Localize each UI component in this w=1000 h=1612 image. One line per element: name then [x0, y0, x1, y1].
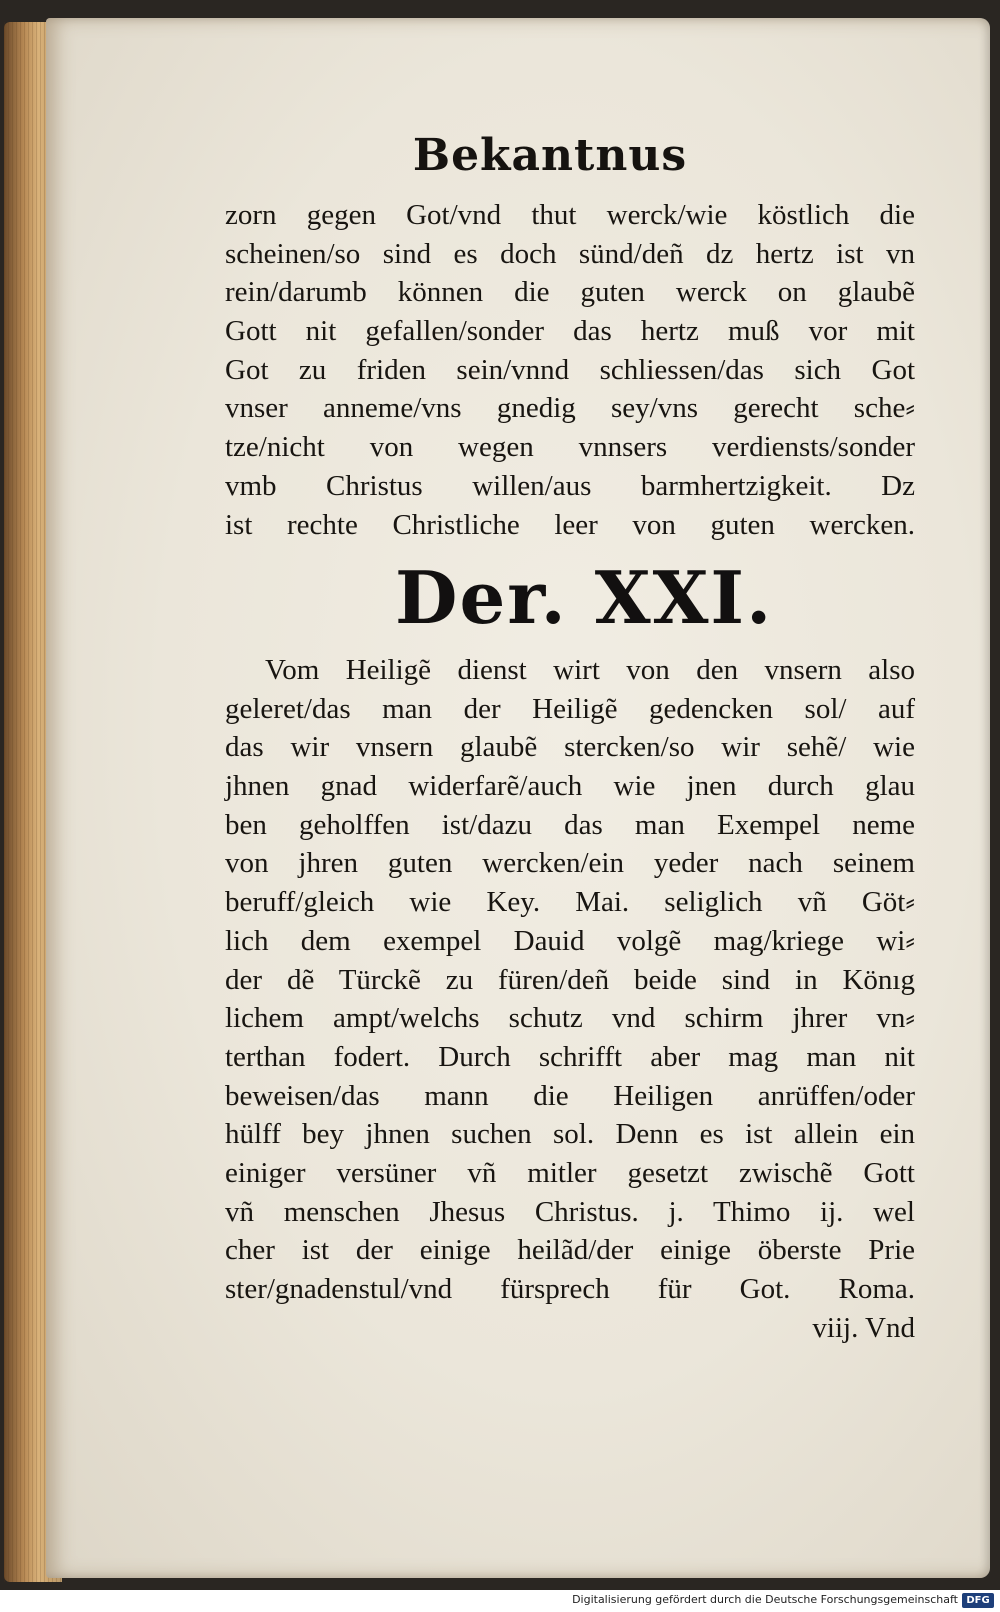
footer-bar [0, 1590, 1000, 1612]
paragraph-1 [225, 196, 915, 544]
running-heading: Bekantnus [412, 130, 688, 181]
text-line: terthan fodert. Durch schrifft aber mag man nit [225, 1040, 915, 1073]
text-line: Gott nit gefallen/sonder das hertz muß vor mit [225, 315, 915, 348]
catchword: viij. Vnd [812, 1311, 915, 1344]
text-line: zorn gegen Got/vnd thut werck/wie köstlich die [225, 199, 915, 231]
text-line: ben geholffen ist/dazu das man Exempel neme [225, 808, 915, 841]
paragraph-2 [225, 651, 915, 1347]
text-line: hülff bey jhnen suchen sol. Denn es ist allein ein [225, 1118, 915, 1151]
text-line: vmb Christus willen/aus barmhertzigkeit. Dz [225, 469, 915, 502]
text-line: beruff/gleich wie Key. Mai. seliglich vñ Göt⸗ [225, 886, 915, 919]
text-line: vñ menschen Jhesus Christus. j. Thimo ij. wel [225, 1195, 915, 1228]
chapter-heading: Der. XXI. [395, 555, 774, 640]
text-line: scheinen/so sind es doch sünd/deñ dz hertz ist vn [225, 237, 915, 270]
text-line: ster/gnadenstul/vnd fürsprech für Got. Roma. [225, 1273, 915, 1305]
text-line: cher ist der einige heilãd/der einige öberste Prie [225, 1234, 915, 1267]
text-line: Vom Heiligẽ dienst wirt von den vnsern also [265, 654, 915, 686]
text-line: das wir vnsern glaubẽ stercken/so wir sehẽ/ wie [225, 731, 915, 764]
text-line: einiger versüner vñ mitler gesetzt zwischẽ Gott [225, 1156, 915, 1189]
text-line: der dẽ Türckẽ zu füren/deñ beide sind in Könıg [225, 963, 915, 996]
funding-note: Digitalisierung gefördert durch die Deutsche Forschungsgemeinschaft [572, 1593, 958, 1606]
dfg-logo[interactable]: DFG [962, 1593, 994, 1608]
text-line: von jhren guten wercken/ein yeder nach seinem [225, 847, 915, 880]
text-line: jhnen gnad widerfarẽ/auch wie jnen durch glau [225, 770, 915, 803]
text-line: rein/darumb können die guten werck on glaubẽ [225, 276, 915, 309]
text-line: geleret/das man der Heiligẽ gedencken sol/ auf [225, 692, 915, 725]
text-line: vnser anneme/vns gnedig sey/vns gerecht sche⸗ [225, 392, 915, 425]
text-line: beweisen/das mann die Heiligen anrüffen/oder [225, 1079, 915, 1112]
text-line: lich dem exempel Dauid volgẽ mag/kriege wi⸗ [225, 924, 915, 957]
text-line: ist rechte Christliche leer von guten wercken. [225, 508, 915, 541]
text-line: lichem ampt/welchs schutz vnd schirm jhrer vn⸗ [225, 1002, 915, 1035]
text-line: Got zu friden sein/vnnd schliessen/das sich Got [225, 353, 915, 386]
text-line: tze/nicht von wegen vnnsers verdiensts/sonder [225, 431, 915, 464]
